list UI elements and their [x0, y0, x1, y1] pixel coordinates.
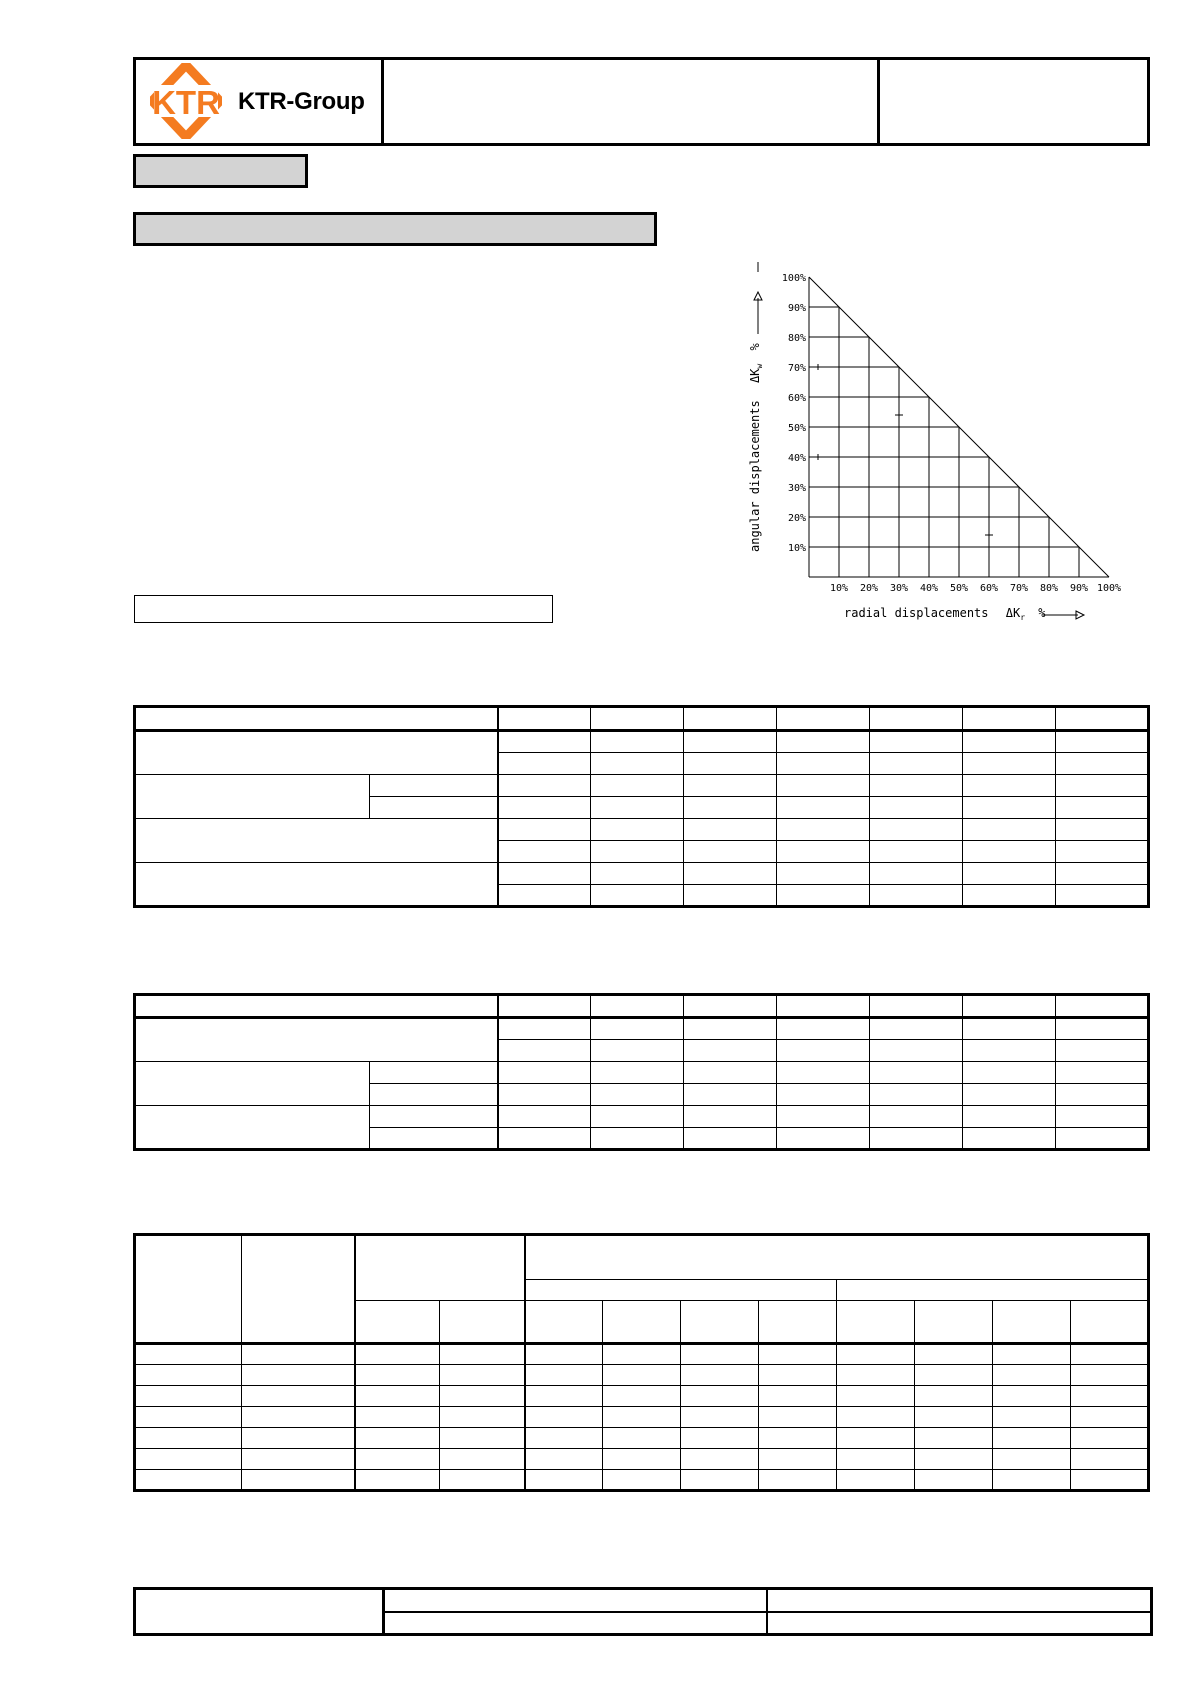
- empty-field-box: [134, 595, 553, 623]
- chart-y-tick-labels: [782, 273, 806, 554]
- table-row: [135, 1062, 1149, 1084]
- footer-table: [133, 1587, 1153, 1636]
- x-tick-label: 80%: [1039, 583, 1059, 594]
- table-row: [135, 1470, 1149, 1491]
- x-tick-label: 40%: [919, 583, 939, 594]
- data-table-1: [133, 705, 1150, 908]
- table-row: [135, 775, 1149, 797]
- ktr-logo-icon: [150, 63, 222, 139]
- logo-letters: KTR: [152, 84, 220, 121]
- chart-markers: [814, 364, 993, 538]
- section-label-small: [133, 154, 308, 188]
- x-tick-label: 100%: [1096, 583, 1122, 594]
- x-tick-label: 50%: [949, 583, 969, 594]
- table-row: [135, 1018, 1149, 1040]
- x-tick-label: 10%: [829, 583, 849, 594]
- displacement-chart: [740, 262, 1140, 632]
- table-row: [135, 819, 1149, 841]
- table-row: [135, 1449, 1149, 1470]
- table-row: [135, 1365, 1149, 1386]
- y-tick-label: 30%: [787, 483, 806, 494]
- table-1-header-row: [135, 707, 1149, 731]
- y-axis-label: angular displacements $\Delta K_w$ %: [748, 343, 764, 552]
- company-name: KTR-Group: [238, 88, 365, 115]
- section-label-wide: [133, 212, 657, 246]
- y-tick-label: 20%: [787, 513, 806, 524]
- y-tick-label: 40%: [787, 453, 806, 464]
- y-axis-arrow-icon: [754, 262, 762, 334]
- table-row: [135, 1106, 1149, 1128]
- x-tick-label: 70%: [1009, 583, 1029, 594]
- chart-marker: [814, 454, 822, 460]
- y-tick-label: 60%: [787, 393, 806, 404]
- y-tick-label: 100%: [781, 273, 806, 284]
- data-table-3: [133, 1233, 1150, 1492]
- table-row: [135, 1407, 1149, 1428]
- table-3-header-row-1: [135, 1235, 1149, 1280]
- x-tick-label: 30%: [889, 583, 909, 594]
- table-2-header-row: [135, 995, 1149, 1018]
- header-divider-right: [877, 57, 880, 146]
- x-axis-label: radial displacements $\Delta K_r$ %: [844, 606, 1046, 622]
- y-tick-label: 50%: [787, 423, 806, 434]
- y-tick-label: 70%: [787, 363, 806, 374]
- data-table-2: [133, 993, 1150, 1151]
- table-row: [135, 863, 1149, 885]
- table-row: [135, 1344, 1149, 1365]
- chart-marker: [895, 412, 903, 418]
- y-tick-label: 90%: [787, 303, 806, 314]
- x-tick-label: 60%: [979, 583, 999, 594]
- x-axis-arrow-icon: [1043, 611, 1084, 619]
- y-tick-label: 10%: [787, 543, 806, 554]
- y-tick-label: 80%: [787, 333, 806, 344]
- x-tick-label: 90%: [1069, 583, 1089, 594]
- table-row: [135, 1386, 1149, 1407]
- chart-marker: [985, 532, 993, 538]
- table-row: [135, 731, 1149, 753]
- chart-marker: [814, 364, 822, 370]
- header-divider-left: [381, 57, 384, 146]
- x-tick-label: 20%: [859, 583, 879, 594]
- table-row: [135, 1428, 1149, 1449]
- chart-x-tick-labels: [830, 583, 1121, 594]
